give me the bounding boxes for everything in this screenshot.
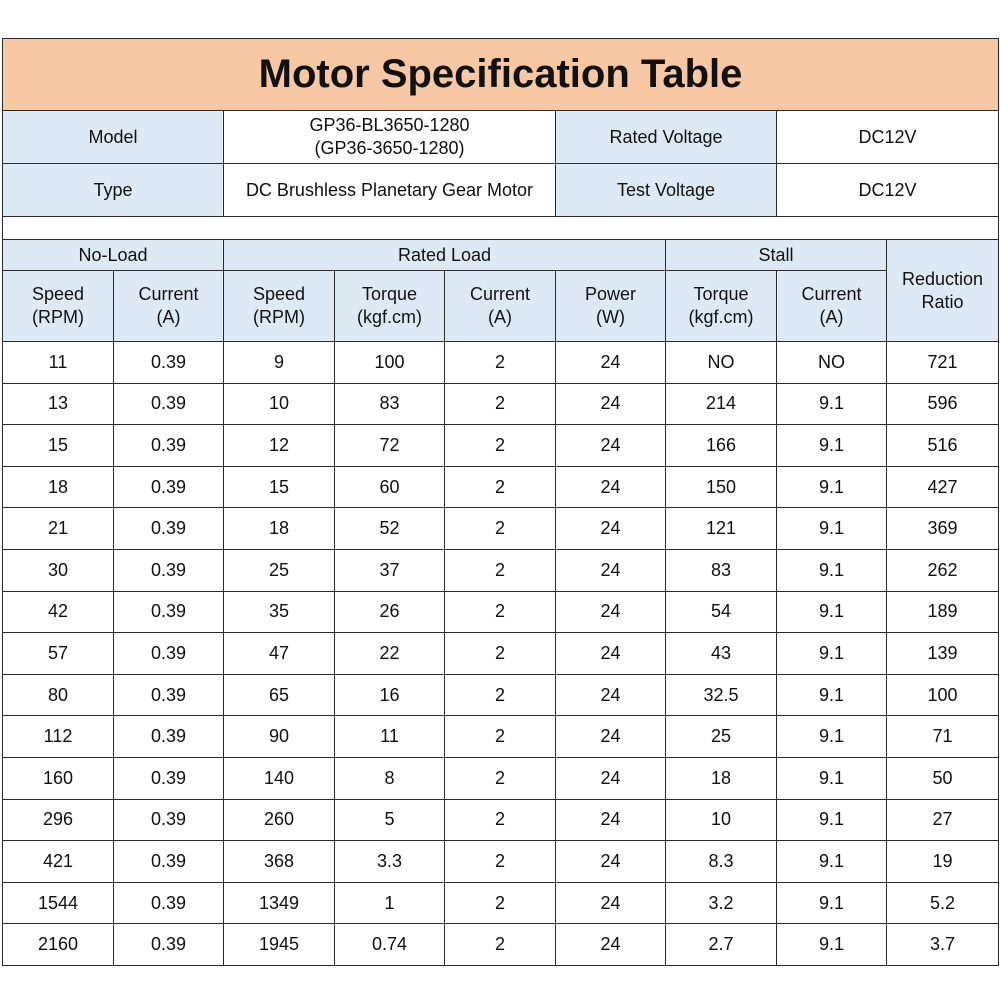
table-cell: 11 [335, 716, 445, 758]
table-cell: 27 [887, 799, 999, 841]
table-cell: 2 [445, 924, 556, 966]
rated-voltage-value: DC12V [777, 111, 999, 164]
table-cell: 10 [666, 799, 777, 841]
table-cell: 0.39 [114, 674, 224, 716]
table-cell: 121 [666, 508, 777, 550]
table-cell: 9.1 [777, 757, 887, 799]
table-cell: 24 [556, 383, 666, 425]
table-row [3, 674, 999, 716]
col-header-unit: (kgf.cm) [357, 307, 422, 327]
col-header [445, 271, 556, 342]
table-cell: 0.39 [114, 549, 224, 591]
table-cell: 37 [335, 549, 445, 591]
table-cell: 52 [335, 508, 445, 550]
table-cell: 214 [666, 383, 777, 425]
table-cell: 24 [556, 882, 666, 924]
table-cell: 296 [3, 799, 114, 841]
table-cell: 2.7 [666, 924, 777, 966]
table-cell: 24 [556, 716, 666, 758]
table-cell: 83 [335, 383, 445, 425]
table-cell: 24 [556, 757, 666, 799]
reduction-ratio-line1: Reduction [901, 268, 984, 289]
col-header-unit: (RPM) [32, 307, 84, 327]
table-cell: 8 [335, 757, 445, 799]
col-header [3, 271, 114, 342]
table-cell: 57 [3, 633, 114, 675]
table-cell: 13 [3, 383, 114, 425]
table-row [3, 799, 999, 841]
table-cell: 43 [666, 633, 777, 675]
col-header-unit: (kgf.cm) [688, 307, 754, 327]
table-cell: 2 [445, 716, 556, 758]
table-cell: 0.39 [114, 841, 224, 883]
table-cell: 100 [335, 342, 445, 384]
table-cell: 0.39 [114, 924, 224, 966]
table-cell: 0.39 [114, 633, 224, 675]
table-cell: 12 [224, 425, 335, 467]
table-cell: 18 [224, 508, 335, 550]
table-cell: 24 [556, 549, 666, 591]
table-cell: 24 [556, 674, 666, 716]
table-cell: 18 [666, 757, 777, 799]
table-cell: 9.1 [777, 799, 887, 841]
table-cell: 0.39 [114, 508, 224, 550]
table-cell: 262 [887, 549, 999, 591]
table-cell: 8.3 [666, 841, 777, 883]
col-header [777, 271, 887, 342]
table-cell: 50 [887, 757, 999, 799]
table-cell: 1 [335, 882, 445, 924]
table-cell: 60 [335, 466, 445, 508]
model-value [224, 111, 556, 164]
table-row [3, 466, 999, 508]
table-row [3, 342, 999, 384]
table-row [3, 591, 999, 633]
table-cell: 30 [3, 549, 114, 591]
table-cell: 15 [224, 466, 335, 508]
type-label: Type [3, 164, 224, 217]
table-cell: 2 [445, 757, 556, 799]
table-cell: 0.39 [114, 757, 224, 799]
table-cell: 1349 [224, 882, 335, 924]
table-row [3, 633, 999, 675]
table-cell: 5 [335, 799, 445, 841]
model-value-line1: GP36-BL3650-1280 [309, 115, 470, 135]
table-cell: 9.1 [777, 425, 887, 467]
spacer-row [3, 217, 999, 240]
table-row [3, 841, 999, 883]
spec-sheet [2, 38, 999, 966]
table-row [3, 383, 999, 425]
table-cell: NO [777, 342, 887, 384]
table-cell: 2 [445, 508, 556, 550]
table-cell: 0.39 [114, 383, 224, 425]
model-value-line2: (GP36-3650-1280) [314, 138, 465, 158]
table-cell: 160 [3, 757, 114, 799]
table-cell: 19 [887, 841, 999, 883]
table-cell: 0.39 [114, 342, 224, 384]
table-cell: 9.1 [777, 508, 887, 550]
table-cell: 15 [3, 425, 114, 467]
table-cell: 369 [887, 508, 999, 550]
table-cell: 100 [887, 674, 999, 716]
col-header-name: Power [584, 284, 637, 304]
table-cell: 1544 [3, 882, 114, 924]
table-cell: 2160 [3, 924, 114, 966]
table-cell: 2 [445, 799, 556, 841]
col-header [556, 271, 666, 342]
col-header [114, 271, 224, 342]
model-label: Model [3, 111, 224, 164]
table-cell: 3.2 [666, 882, 777, 924]
table-cell: 9.1 [777, 841, 887, 883]
table-cell: 166 [666, 425, 777, 467]
table-cell: 3.7 [887, 924, 999, 966]
col-header-unit: (W) [596, 307, 625, 327]
table-cell: 0.39 [114, 716, 224, 758]
col-header-unit: (A) [488, 307, 512, 327]
table-cell: 3.3 [335, 841, 445, 883]
table-cell: 2 [445, 549, 556, 591]
table-cell: 1945 [224, 924, 335, 966]
table-cell: 65 [224, 674, 335, 716]
table-cell: 150 [666, 466, 777, 508]
table-cell: 24 [556, 508, 666, 550]
table-cell: 16 [335, 674, 445, 716]
table-cell: 368 [224, 841, 335, 883]
table-row [3, 508, 999, 550]
table-cell: 2 [445, 425, 556, 467]
table-cell: 139 [887, 633, 999, 675]
table-cell: 25 [224, 549, 335, 591]
reduction-ratio-line2: Ratio [921, 291, 964, 312]
rated-voltage-label: Rated Voltage [556, 111, 777, 164]
col-header [666, 271, 777, 342]
table-cell: 72 [335, 425, 445, 467]
col-header-unit: (A) [156, 307, 181, 327]
reduction-ratio-header [887, 240, 999, 342]
table-cell: 35 [224, 591, 335, 633]
table-cell: 9.1 [777, 466, 887, 508]
col-header [335, 271, 445, 342]
table-cell: 9.1 [777, 633, 887, 675]
table-cell: 18 [3, 466, 114, 508]
table-cell: 112 [3, 716, 114, 758]
table-cell: 24 [556, 591, 666, 633]
table-cell: 421 [3, 841, 114, 883]
table-cell: 21 [3, 508, 114, 550]
table-row [3, 425, 999, 467]
table-cell: 24 [556, 466, 666, 508]
table-cell: 9 [224, 342, 335, 384]
table-cell: 2 [445, 591, 556, 633]
col-header [224, 271, 335, 342]
table-cell: 22 [335, 633, 445, 675]
motor-spec-table [2, 38, 999, 966]
table-cell: 24 [556, 342, 666, 384]
table-cell: 47 [224, 633, 335, 675]
table-cell: 2 [445, 383, 556, 425]
table-cell: 24 [556, 633, 666, 675]
table-cell: 2 [445, 674, 556, 716]
table-cell: 516 [887, 425, 999, 467]
col-header-name: Torque [361, 284, 418, 304]
table-cell: 54 [666, 591, 777, 633]
table-row [3, 757, 999, 799]
table-cell: 42 [3, 591, 114, 633]
table-cell: 9.1 [777, 924, 887, 966]
col-header-name: Speed [31, 284, 85, 304]
table-cell: 25 [666, 716, 777, 758]
table-cell: 2 [445, 466, 556, 508]
table-cell: 9.1 [777, 383, 887, 425]
table-cell: 24 [556, 924, 666, 966]
table-cell: 83 [666, 549, 777, 591]
table-cell: 9.1 [777, 591, 887, 633]
table-cell: NO [666, 342, 777, 384]
table-row [3, 549, 999, 591]
table-cell: 0.39 [114, 799, 224, 841]
table-cell: 32.5 [666, 674, 777, 716]
col-header-name: Speed [252, 284, 306, 304]
col-header-name: Torque [693, 284, 749, 304]
type-value: DC Brushless Planetary Gear Motor [224, 164, 556, 217]
table-cell: 596 [887, 383, 999, 425]
col-header-name: Current [469, 284, 531, 304]
table-cell: 0.39 [114, 466, 224, 508]
table-row [3, 882, 999, 924]
table-cell: 10 [224, 383, 335, 425]
table-cell: 2 [445, 882, 556, 924]
table-cell: 90 [224, 716, 335, 758]
group-stall: Stall [666, 240, 887, 271]
col-header-name: Current [801, 284, 862, 304]
group-no-load: No-Load [3, 240, 224, 271]
table-cell: 0.39 [114, 882, 224, 924]
table-cell: 0.39 [114, 591, 224, 633]
table-cell: 24 [556, 799, 666, 841]
table-cell: 0.74 [335, 924, 445, 966]
test-voltage-value: DC12V [777, 164, 999, 217]
table-cell: 0.39 [114, 425, 224, 467]
table-cell: 24 [556, 841, 666, 883]
table-cell: 2 [445, 633, 556, 675]
table-cell: 26 [335, 591, 445, 633]
table-cell: 2 [445, 841, 556, 883]
table-cell: 5.2 [887, 882, 999, 924]
table-cell: 721 [887, 342, 999, 384]
table-title: Motor Specification Table [3, 39, 999, 111]
table-cell: 189 [887, 591, 999, 633]
table-cell: 11 [3, 342, 114, 384]
table-cell: 24 [556, 425, 666, 467]
test-voltage-label: Test Voltage [556, 164, 777, 217]
table-cell: 9.1 [777, 549, 887, 591]
table-row [3, 716, 999, 758]
table-cell: 140 [224, 757, 335, 799]
group-rated-load: Rated Load [224, 240, 666, 271]
table-cell: 260 [224, 799, 335, 841]
table-cell: 427 [887, 466, 999, 508]
table-cell: 80 [3, 674, 114, 716]
table-cell: 9.1 [777, 882, 887, 924]
table-cell: 71 [887, 716, 999, 758]
table-row [3, 924, 999, 966]
table-cell: 2 [445, 342, 556, 384]
col-header-unit: (A) [819, 307, 844, 327]
col-header-name: Current [138, 284, 199, 304]
table-cell: 9.1 [777, 716, 887, 758]
table-cell: 9.1 [777, 674, 887, 716]
col-header-unit: (RPM) [253, 307, 305, 327]
